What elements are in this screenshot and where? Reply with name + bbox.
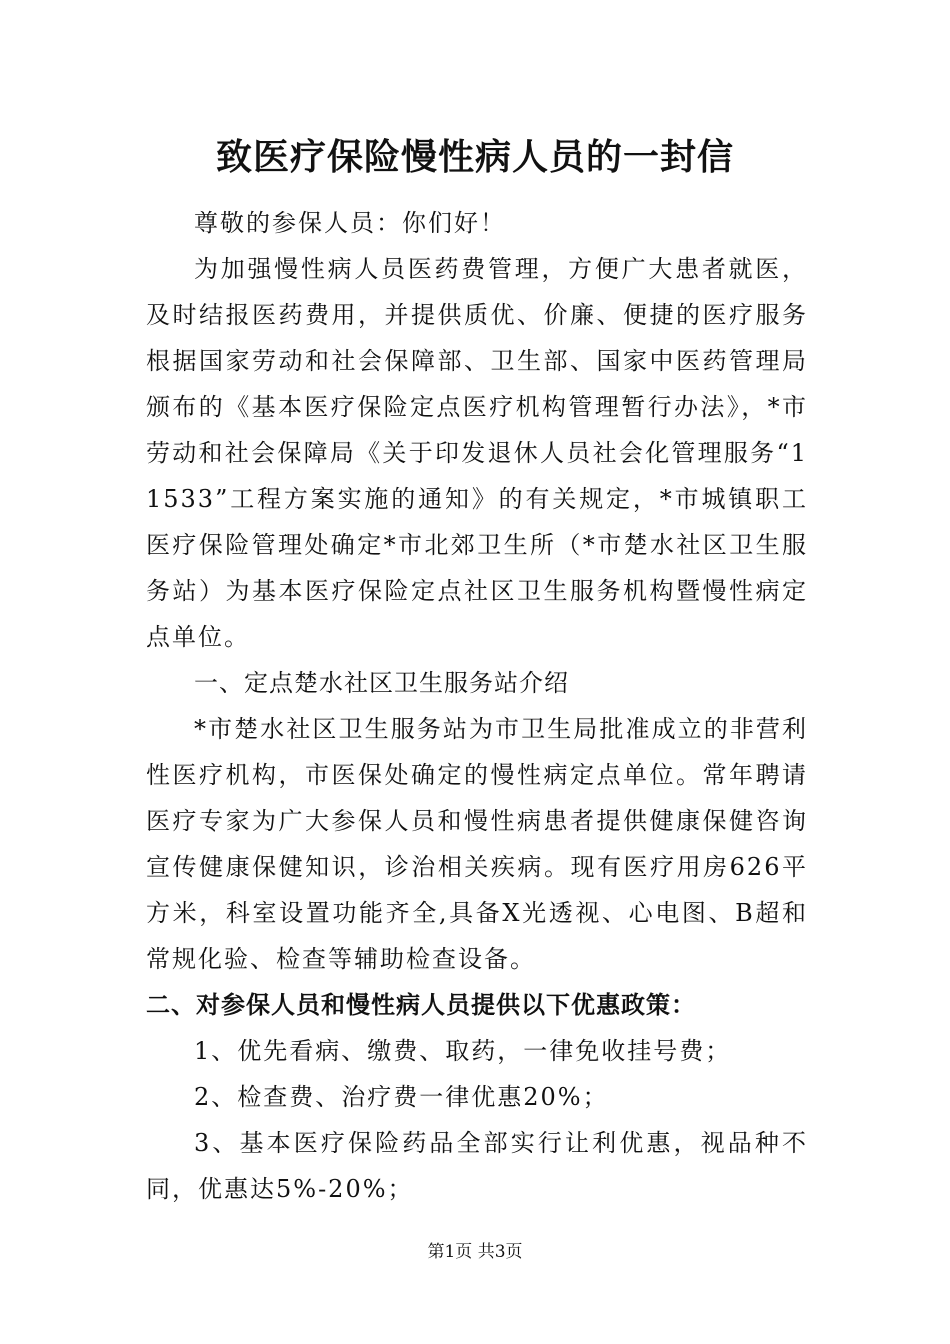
intro-paragraph: 为加强慢性病人员医药费管理，方便广大患者就医，及时结报医药费用，并提供质优、价廉、便捷的医疗服务根据国家劳动和社会保障部、卫生部、国家中医药管理局颁布的《基本医疗保险定点医疗机构管理暂行办法》，*市劳动和社会保障局《关于印发退休人员社会化管理服务“11533”工程方案实施的通知》的有关规定，*市城镇职工医疗保险管理处确定*市北郊卫生所（*市楚水社区卫生服务站）为基本医疗保险定点社区卫生服务机构暨慢性病定点单位。: [146, 255, 808, 651]
policy-item-3: 3、基本医疗保险药品全部实行让利优惠，视品种不同，优惠达5%-20%；: [146, 1129, 808, 1203]
document-title: 致医疗保险慢性病人员的一封信: [215, 137, 734, 178]
policy-item-1: 1、优先看病、缴费、取药，一律免收挂号费；: [194, 1037, 732, 1065]
section1-paragraph: *市楚水社区卫生服务站为市卫生局批准成立的非营利性医疗机构，市医保处确定的慢性病定点单位。常年聘请医疗专家为广大参保人员和慢性病患者提供健康保健咨询宣传健康保健知识，诊治相关疾病。现有医疗用房626平方米，科室设置功能齐全,具备X光透视、心电图、B超和常规化验、检查等辅助检查设备。: [146, 715, 808, 973]
greeting: 尊敬的参保人员：你们好！: [194, 209, 506, 237]
policy-item-2: 2、检查费、治疗费一律优惠20%；: [194, 1083, 609, 1111]
section2-heading: 二、对参保人员和慢性病人员提供以下优惠政策：: [146, 991, 696, 1019]
page-footer: 第1页 共3页: [427, 1242, 523, 1262]
document-body: [146, 200, 808, 1212]
section1-heading: 一、定点楚水社区卫生服务站介绍: [194, 669, 569, 697]
